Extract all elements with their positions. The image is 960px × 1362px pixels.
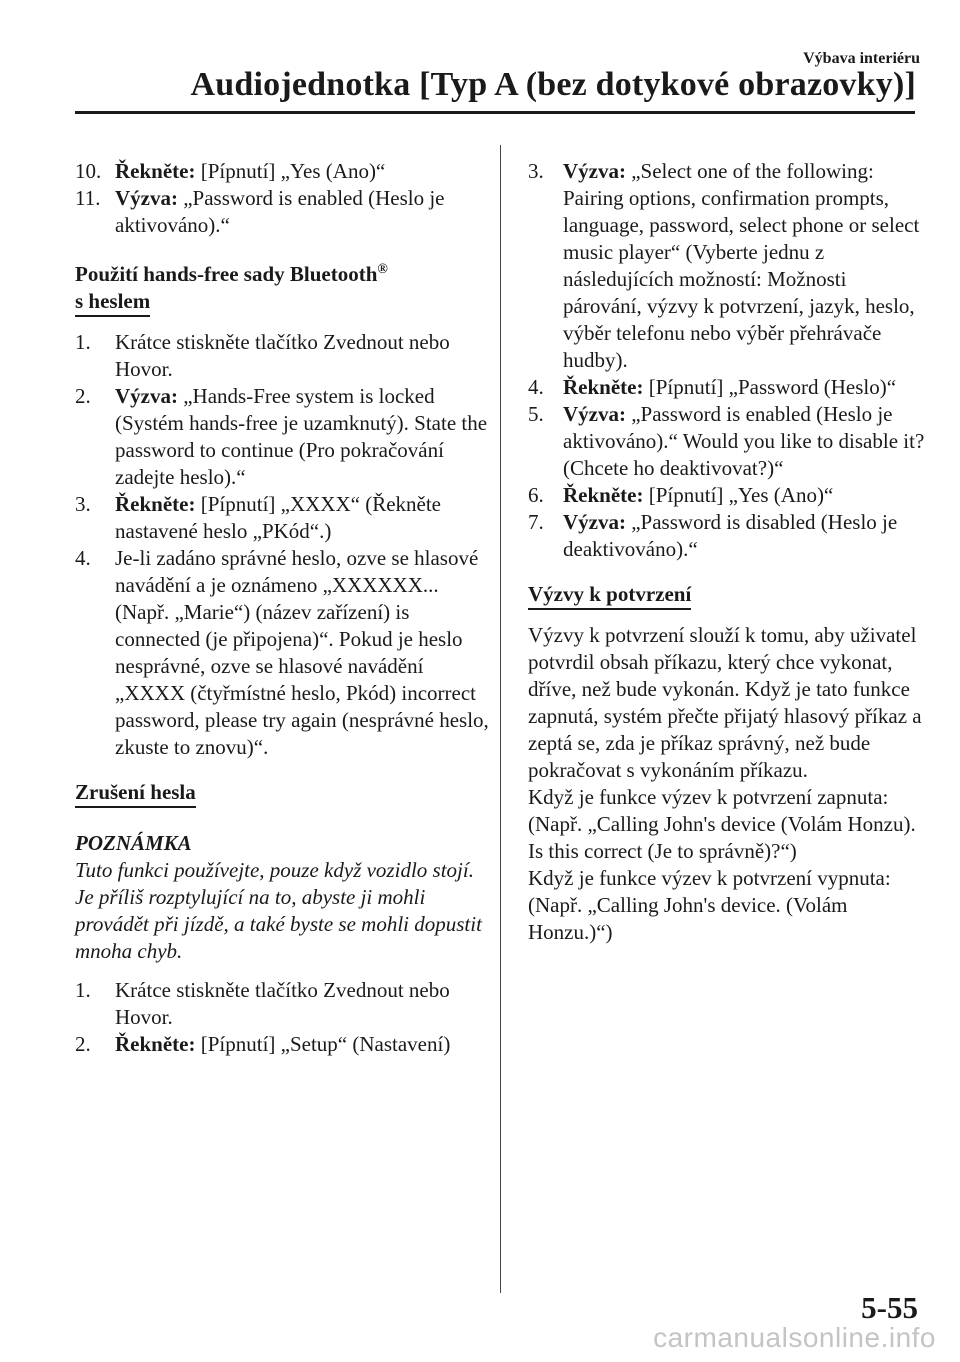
cancel-step-2: 2. Řekněte: [Pípnutí] „Setup“ (Nastavení) <box>75 1032 451 1056</box>
right-column <box>528 158 928 946</box>
cancel-step-1: 1. Krátce stiskněte tlačítko Zvednout nebo Hovor. <box>75 978 450 1029</box>
cancel-step-4: 4. Řekněte: [Pípnutí] „Password (Heslo)“ <box>528 375 897 399</box>
subheading-confirmation-prompts: Výzvy k potvrzení <box>528 581 691 610</box>
note-text: Tuto funkci používejte, pouze když vozidlo stojí. Je příliš rozptylující na to, abyste ji mohli provádět při jízdě, a také byste se mohli dopustit mnoha chyb. <box>75 858 482 963</box>
paragraph-prompts-off-example: (Např. „Calling John's device. (Volám Honzu.)“) <box>528 893 848 944</box>
subheading-bluetooth-password: Použití hands-free sady Bluetooth® s heslem <box>75 257 490 329</box>
subheading-cancel-password: Zrušení hesla <box>75 779 196 808</box>
page-number: 5-55 <box>861 1290 918 1325</box>
step-4-result: 4. Je-li zadáno správné heslo, ozve se hlasové navádění a je oznámeno „XXXXXX... (Např. „Marie“) (název zařízení) is connected (je připojena)“. Pokud je heslo nesprávné, ozve se hlasové navádění „XXXX (čtyřmístné heslo, Pkód) incorrect password, please try again (nesprávné heslo, zkuste to znovu)“. <box>75 546 489 759</box>
cancel-step-5: 5. Výzva: „Password is enabled (Heslo je aktivováno).“ Would you like to disable it? (Chcete ho deaktivovat?)“ <box>528 402 925 480</box>
note-title: POZNÁMKA <box>75 831 192 855</box>
cancel-step-6: 6. Řekněte: [Pípnutí] „Yes (Ano)“ <box>528 483 834 507</box>
paragraph-confirmation-intro: Výzvy k potvrzení slouží k tomu, aby uživatel potvrdil obsah příkazu, který chce vykonat, dříve, než bude vykonán. Když je tato funkce zapnutá, systém přečte přijatý hlasový příkaz a zeptá se, zda je příkaz správný, než bude pokračovat s vykonáním příkazu. <box>528 623 922 782</box>
step-10: 10. Řekněte: [Pípnutí] „Yes (Ano)“ <box>75 159 386 183</box>
step-2-prompt: 2. Výzva: „Hands-Free system is locked (Systém hands-free je uzamknutý). State the password to continue (Pro pokračování zadejte heslo).“ <box>75 384 488 489</box>
header-rule <box>75 111 915 114</box>
cancel-step-3: 3. Výzva: „Select one of the following: Pairing options, confirmation prompts, language, password, select phone or select music player“ (Vyberte jednu z následujících možností: Možnosti párování, výzvy k potvrzení, jazyk, heslo, výběr telefonu nebo výběr přehrávače hudby). <box>528 159 920 372</box>
column-divider <box>500 145 501 1293</box>
paragraph-prompts-off: Když je funkce výzev k potvrzení vypnuta: <box>528 866 891 890</box>
step-1-hold: 1. Krátce stiskněte tlačítko Zvednout nebo Hovor. <box>75 330 450 381</box>
cancel-step-7: 7. Výzva: „Password is disabled (Heslo je deaktivováno).“ <box>528 510 898 561</box>
step-3-say: 3. Řekněte: [Pípnutí] „XXXX“ (Řekněte nastavené heslo „PKód“.) <box>75 492 442 543</box>
step-11: 11. Výzva: „Password is enabled (Heslo je aktivováno).“ <box>75 186 445 237</box>
watermark: carmanualsonline.info <box>653 1322 936 1353</box>
paragraph-prompts-on: Když je funkce výzev k potvrzení zapnuta: (Např. „Calling John's device (Volám Honzu). Is this correct (Je to správně)?“) <box>528 785 916 863</box>
section-label: Výbava interiéru <box>803 50 920 67</box>
page-title: Audiojednotka [Typ A (bez dotykové obrazovky)] <box>190 66 916 103</box>
left-column <box>75 158 490 1058</box>
